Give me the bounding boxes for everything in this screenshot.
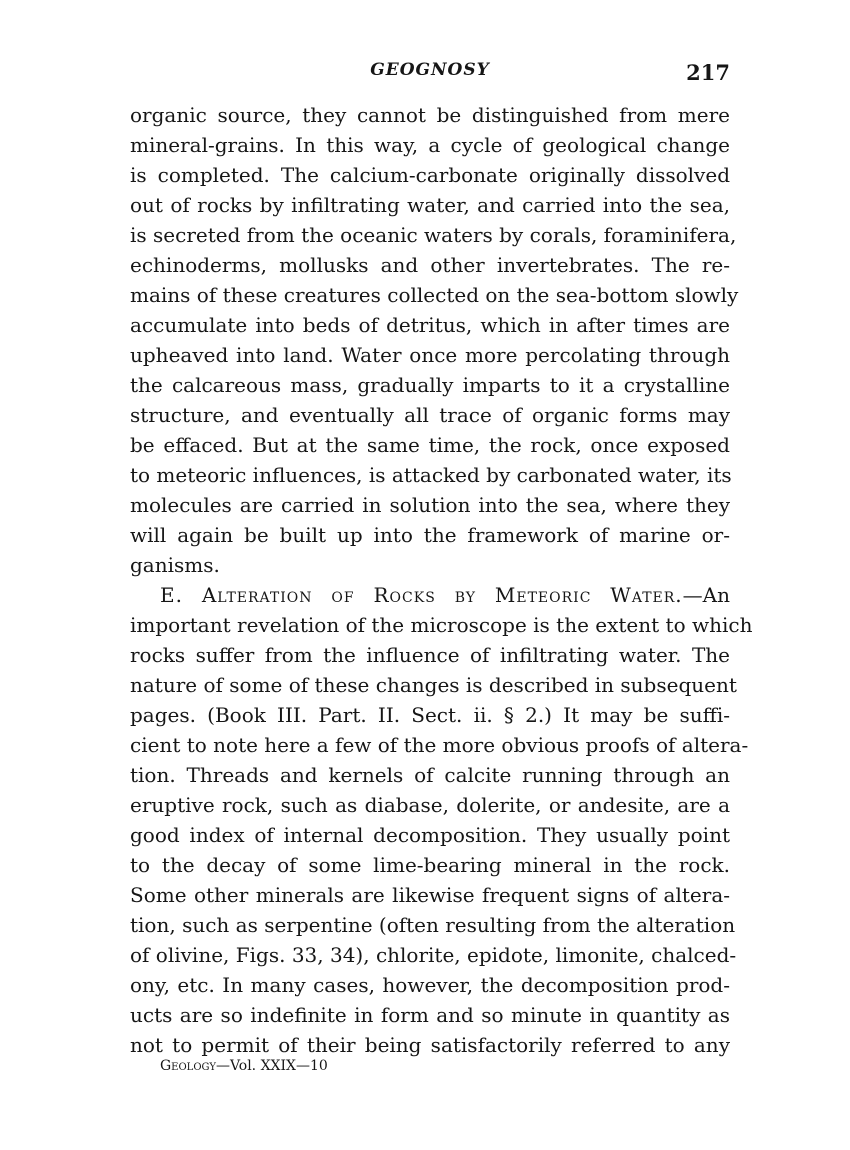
section-heading: E. Alteration of Rocks by Meteoric Water. <box>160 583 683 607</box>
text-line: not to permit of their being satisfactorily referred to any <box>130 1033 730 1057</box>
text-line: mains of these creatures collected on the sea-bottom slowly <box>130 283 739 307</box>
running-head <box>130 60 730 90</box>
text-line: to the decay of some lime-bearing mineral in the rock. <box>130 853 730 877</box>
text-line: the calcareous mass, gradually imparts to it a crystalline <box>130 373 730 397</box>
signature-line <box>160 1058 328 1074</box>
text-line: will again be built up into the framework of marine or- <box>130 523 730 547</box>
text-line: accumulate into beds of detritus, which in after times are <box>130 313 730 337</box>
signature-mark: Geology <box>160 1058 216 1074</box>
text-line: rocks suffer from the influence of infiltrating water. The <box>130 643 730 667</box>
section-heading-line <box>130 580 730 610</box>
text-line: of olivine, Figs. 33, 34), chlorite, epidote, limonite, chalced- <box>130 943 737 967</box>
text-line: upheaved into land. Water once more percolating through <box>130 343 730 367</box>
text-line: nature of some of these changes is described in subsequent <box>130 673 737 697</box>
text-line: ganisms. <box>130 553 220 577</box>
body-text <box>130 100 753 1060</box>
page-number: 217 <box>686 60 730 85</box>
text-line: organic source, they cannot be distinguished from mere <box>130 103 730 127</box>
text-line: mineral-grains. In this way, a cycle of geological change <box>130 133 730 157</box>
text-line: be effaced. But at the same time, the rock, once exposed <box>130 433 730 457</box>
text-line: to meteoric influences, is attacked by carbonated water, its <box>130 463 732 487</box>
text-line: is completed. The calcium-carbonate originally dissolved <box>130 163 730 187</box>
text-line: eruptive rock, such as diabase, dolerite, or andesite, are a <box>130 793 730 817</box>
section-heading-continuation: —An <box>682 583 730 607</box>
running-head-title: GEOGNOSY <box>370 60 490 80</box>
volume-mark: —Vol. XXIX—10 <box>215 1058 328 1074</box>
text-line: tion, such as serpentine (often resulting from the alteration <box>130 913 736 937</box>
text-line: cient to note here a few of the more obvious proofs of altera- <box>130 733 749 757</box>
text-line: tion. Threads and kernels of calcite running through an <box>130 763 730 787</box>
text-line: molecules are carried in solution into the sea, where they <box>130 493 730 517</box>
text-line: ony, etc. In many cases, however, the decomposition prod- <box>130 973 730 997</box>
text-line: ucts are so indefinite in form and so minute in quantity as <box>130 1003 730 1027</box>
text-line: important revelation of the microscope is the extent to which <box>130 613 753 637</box>
text-line: is secreted from the oceanic waters by corals, foraminifera, <box>130 223 737 247</box>
text-line: pages. (Book III. Part. II. Sect. ii. § 2.) It may be suffi- <box>130 703 730 727</box>
text-line: Some other minerals are likewise frequent signs of altera- <box>130 883 730 907</box>
text-line: structure, and eventually all trace of organic forms may <box>130 403 730 427</box>
text-line: out of rocks by infiltrating water, and carried into the sea, <box>130 193 730 217</box>
text-line: echinoderms, mollusks and other invertebrates. The re- <box>130 253 730 277</box>
text-line: good index of internal decomposition. They usually point <box>130 823 730 847</box>
